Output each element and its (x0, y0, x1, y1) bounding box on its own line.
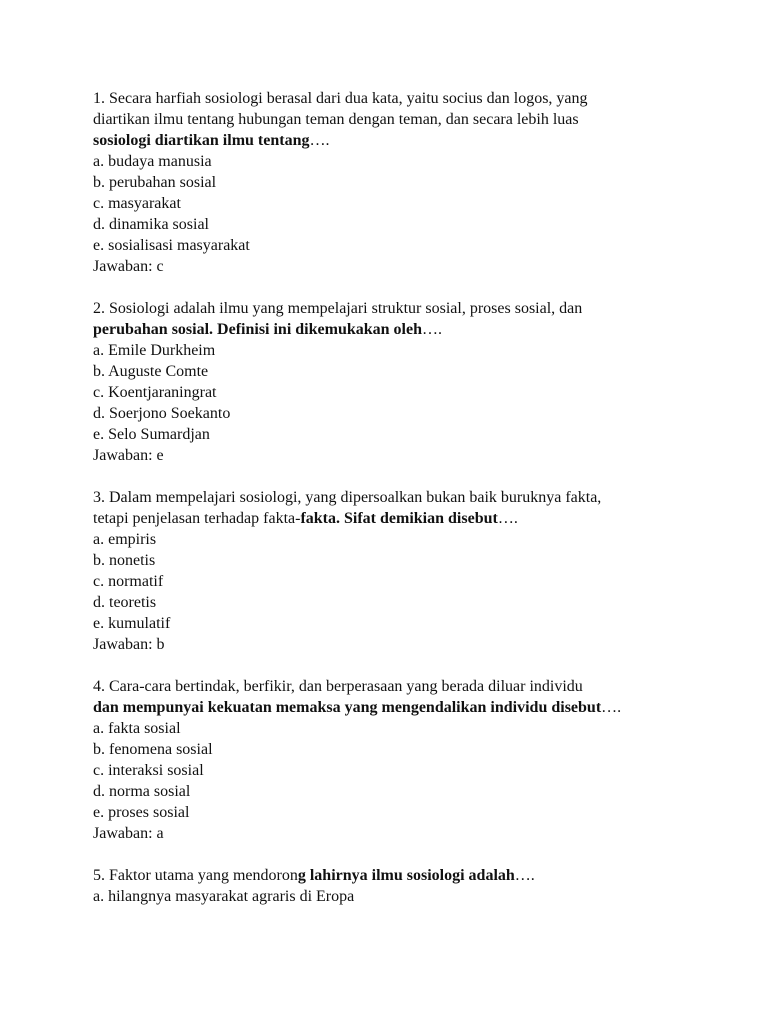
option-e: e. Selo Sumardjan (93, 426, 210, 443)
stem-text: 1. Secara harfiah sosiologi berasal dari dua kata, yaitu socius dan logos, yang (93, 90, 588, 107)
option-e: e. kumulatif (93, 615, 171, 632)
option-a: a. budaya manusia (93, 153, 212, 170)
stem-ellipsis: …. (309, 132, 330, 149)
question-2-stem-line-2 (93, 319, 713, 340)
question-4 (93, 676, 713, 844)
option-a: a. hilangnya masyarakat agraris di Eropa (93, 888, 355, 905)
option-b: b. fenomena sosial (93, 741, 213, 758)
stem-text: 5. Faktor utama yang mendoron (93, 867, 298, 884)
answer: Jawaban: c (93, 258, 164, 275)
option-a: a. empiris (93, 531, 157, 548)
question-5-stem-line-1 (93, 865, 713, 886)
stem-bold-text: dan mempunyai kekuatan memaksa yang mengendalikan individu disebut (93, 699, 602, 716)
question-2 (93, 298, 713, 466)
option-c: c. normatif (93, 573, 164, 590)
option-d: d. teoretis (93, 594, 157, 611)
stem-ellipsis: …. (601, 699, 622, 716)
option-e: e. proses sosial (93, 804, 190, 821)
stem-ellipsis: …. (514, 867, 535, 884)
stem-bold-text: fakta. Sifat demikian disebut (300, 510, 498, 527)
stem-bold-text: g lahirnya ilmu sosiologi adalah (297, 867, 515, 884)
option-b: b. nonetis (93, 552, 156, 569)
question-1-stem-line-2 (93, 109, 713, 130)
question-3-stem-line-2 (93, 508, 713, 529)
question-3 (93, 487, 713, 655)
answer: Jawaban: a (93, 825, 164, 842)
option-e: e. sosialisasi masyarakat (93, 237, 250, 254)
answer: Jawaban: b (93, 636, 165, 653)
question-1-stem-line-3 (93, 130, 713, 151)
document-page (93, 88, 713, 928)
question-5 (93, 865, 713, 907)
question-4-stem-line-1 (93, 676, 713, 697)
option-c: c. Koentjaraningrat (93, 384, 217, 401)
option-c: c. interaksi sosial (93, 762, 204, 779)
question-4-stem-line-2 (93, 697, 713, 718)
stem-text: 3. Dalam mempelajari sosiologi, yang dipersoalkan bukan baik buruknya fakta, (93, 489, 602, 506)
stem-text: diartikan ilmu tentang hubungan teman dengan teman, dan secara lebih luas (93, 111, 579, 128)
option-b: b. Auguste Comte (93, 363, 209, 380)
option-a: a. Emile Durkheim (93, 342, 216, 359)
question-1-stem-line-1 (93, 88, 713, 109)
stem-ellipsis: …. (497, 510, 518, 527)
stem-bold-text: perubahan sosial. Definisi ini dikemukakan oleh (93, 321, 422, 338)
stem-text: 4. Cara-cara bertindak, berfikir, dan berperasaan yang berada diluar individu (93, 678, 583, 695)
option-d: d. Soerjono Soekanto (93, 405, 231, 422)
option-c: c. masyarakat (93, 195, 181, 212)
answer: Jawaban: e (93, 447, 164, 464)
option-b: b. perubahan sosial (93, 174, 217, 191)
stem-text: tetapi penjelasan terhadap fakta- (93, 510, 301, 527)
option-d: d. norma sosial (93, 783, 191, 800)
question-2-stem-line-1 (93, 298, 713, 319)
option-a: a. fakta sosial (93, 720, 181, 737)
stem-text: 2. Sosiologi adalah ilmu yang mempelajari struktur sosial, proses sosial, dan (93, 300, 583, 317)
option-d: d. dinamika sosial (93, 216, 209, 233)
question-1 (93, 88, 713, 277)
question-3-stem-line-1 (93, 487, 713, 508)
stem-bold-text: sosiologi diartikan ilmu tentang (93, 132, 310, 149)
stem-ellipsis: …. (421, 321, 442, 338)
